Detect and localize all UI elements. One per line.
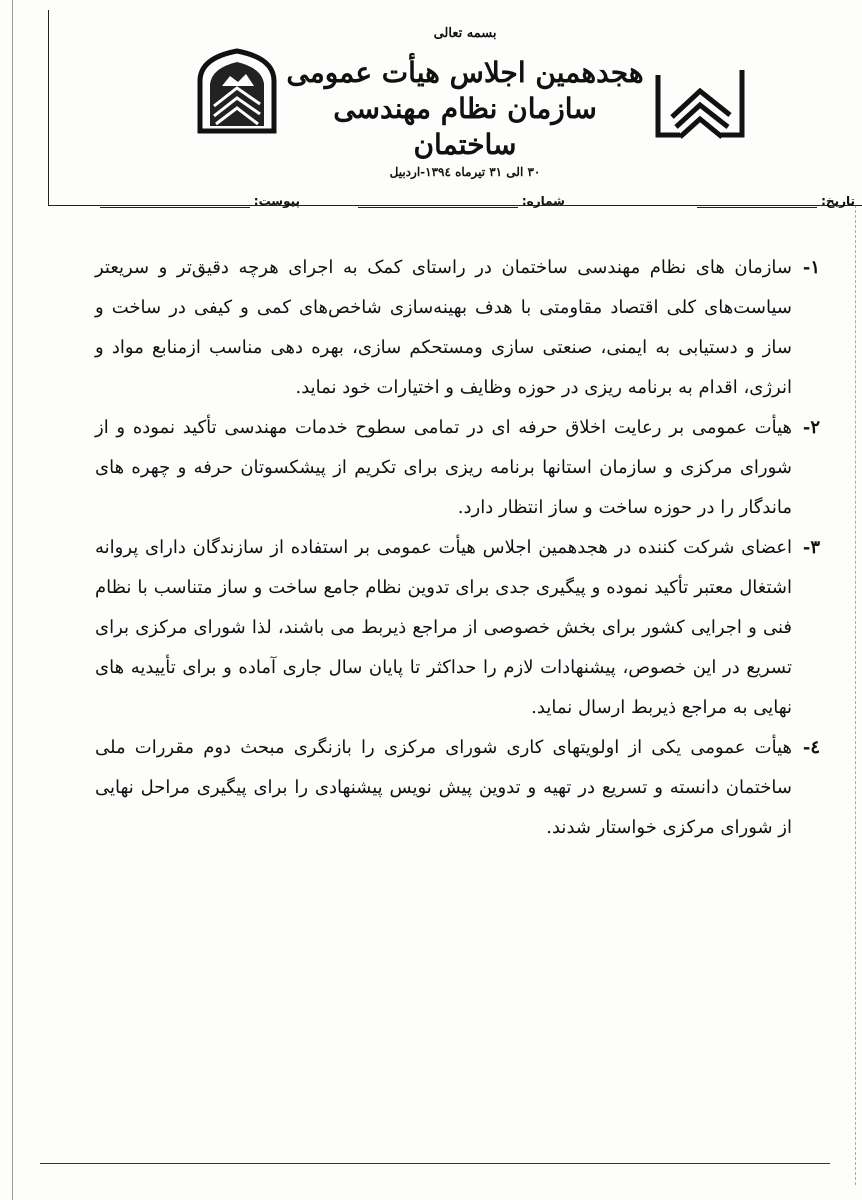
number-field — [355, 194, 565, 212]
event-date-location: ۳۰ الی ۳۱ تیرماه ۱۳۹٤-اردبیل — [389, 165, 541, 179]
resolution-text: هیأت عمومی بر رعایت اخلاق حرفه ای در تمامی سطوح خدمات مهندسی تأکید نموده و از شورای مرکزی و سازمان استانها برنامه ریزی برای تکریم از پیشکسوتان حرفه و چهره های ماندگار را در حوزه ساخت و ساز انتظار دارد. — [95, 417, 792, 518]
basmala-text: بسمه تعالی — [433, 26, 497, 41]
date-label: تاریخ: — [821, 194, 855, 208]
organization-logo-icon — [650, 55, 750, 150]
ardabil-seal-icon — [192, 46, 282, 136]
resolution-item — [95, 728, 820, 848]
resolutions-body — [95, 248, 820, 1048]
resolution-number: ۳- — [802, 537, 820, 558]
resolution-text: سازمان های نظام مهندسی ساختمان در راستای کمک به اجرای هرچه دقیق‌تر و سریعتر سیاست‌های کلی اقتصاد مقاومتی با هدف بهینه‌سازی شاخص‌های کمی و کیفی در ساخت و ساز و دستیابی به ایمنی، صنعتی سازی ومستحکم سازی، بهره دهی مناسب ازمنابع مواد و انرژی، اقدام به برنامه ریزی در حوزه وظایف و اختیارات خود نماید. — [95, 257, 792, 398]
resolution-text: هیأت عمومی یکی از اولویتهای کاری شورای مرکزی را بازنگری مبحث دوم مقررات ملی ساختمان دانسته و تسریع در تهیه و تدوین پیش نویس پیشنهادی را برای پیگیری مراحل نهایی از شورای مرکزی خواستار شدند. — [95, 737, 792, 838]
event-title: هجدهمین اجلاس هیأت عمومی — [286, 56, 644, 89]
letterhead-title-block — [285, 26, 645, 179]
number-label: شماره: — [521, 194, 565, 208]
resolution-item — [95, 248, 820, 408]
attachment-field — [90, 194, 300, 212]
organization-title: سازمان نظام مهندسی ساختمان — [333, 92, 597, 161]
scan-edge-right — [855, 205, 856, 1185]
resolution-number: ۲- — [802, 417, 820, 438]
resolution-text: اعضای شرکت کننده در هجدهمین اجلاس هیأت عمومی بر استفاده از سازندگان دارای پروانه اشتغال معتبر تأکید نموده و پیگیری جدی برای تدوین نظام جامع ساخت و ساز متناسب با نظام فنی و اجرایی کشور برای بخش خصوصی از مراجع ذیربط می باشند، لذا شورای مرکزی برای تسریع در این خصوص، پیشنهادات لازم را حداکثر تا پایان سال جاری آماده و برای تأییدیه های نهایی به مراجع ذیربط ارسال نماید. — [95, 537, 792, 718]
resolution-number: ۱- — [802, 257, 820, 278]
resolution-item — [95, 528, 820, 728]
attachment-label: پیوست: — [253, 194, 300, 208]
scan-edge-left — [12, 0, 13, 1200]
resolution-item — [95, 408, 820, 528]
date-field — [690, 194, 855, 212]
footer-divider — [40, 1163, 830, 1164]
resolution-number: ٤- — [802, 737, 820, 758]
